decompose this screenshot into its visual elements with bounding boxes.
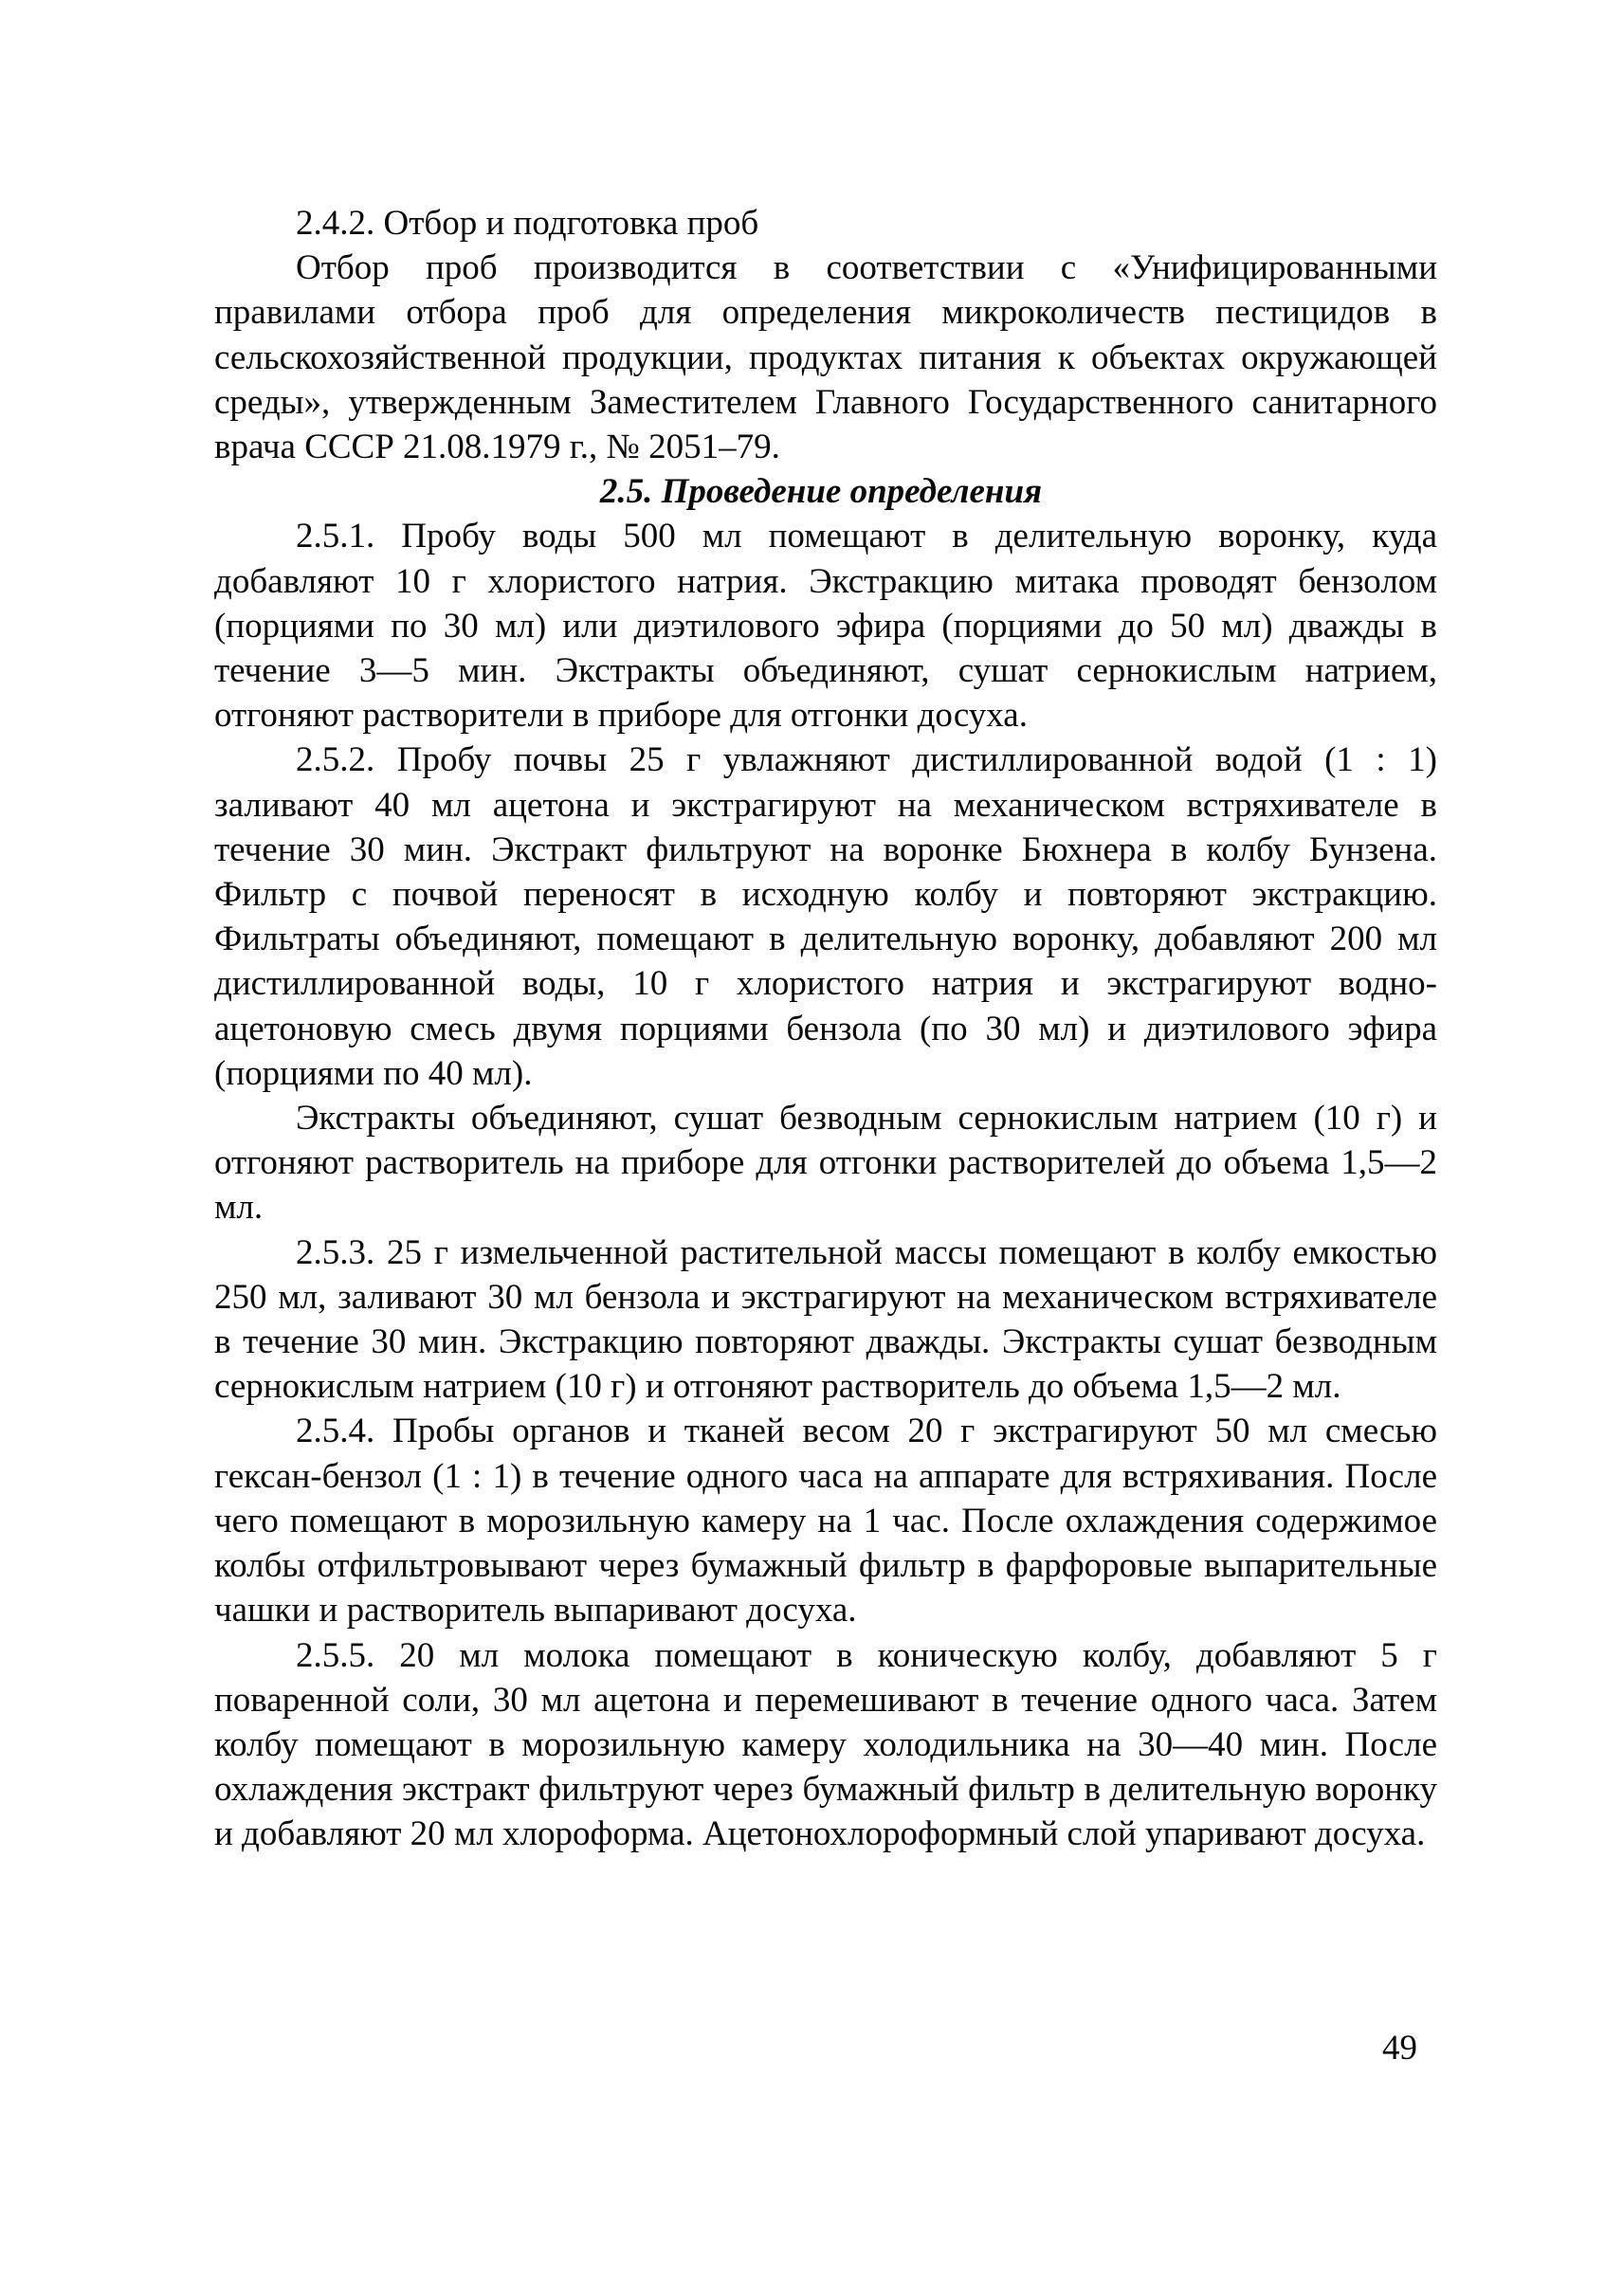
paragraph-2-5-4-tissues: 2.5.4. Пробы органов и тканей весом 20 г экстрагируют 50 мл смесью гексан-бензол (1 : 1) в течение одного часа на аппарате для встряхивания. После чего помещают в морозильную камеру на 1 час. После охлаждения содержимое колбы отфильтровывают через бумажный фильтр в фарфоровые выпарительные чашки и растворитель выпаривают досуха. — [214, 1412, 1437, 1631]
paragraph-2-5-5-milk: 2.5.5. 20 мл молока помещают в коническую колбу, добавляют 5 г поваренной соли, 30 мл ацетона и перемешивают в течение одного часа. Затем колбу помещают в морозильную камеру холодильника на 30—40 мин. После охлаждения экстракт фильтруют через бумажный фильтр в делительную воронку и добавляют 20 мл хлороформа. Ацетонохлороформный слой упаривают досуха. — [214, 1635, 1437, 1854]
subsection-title-2-4-2: 2.4.2. Отбор и подготовка проб — [296, 204, 759, 243]
paragraph-2-5-3-plants: 2.5.3. 25 г измельченной растительной массы помещают в колбу емкостью 250 мл, заливают 30 мл бензола и экстрагируют на механическом встряхивателе в течение 30 мин. Экстракцию повторяют дважды. Экстракты сушат безводным сернокислым натрием (10 г) и отгоняют растворитель до объема 1,5—2 мл. — [214, 1232, 1437, 1407]
page-number: 49 — [1382, 2029, 1417, 2068]
section-heading-2-5: 2.5. Проведение определения — [599, 472, 1043, 512]
document-page — [214, 201, 1437, 1857]
paragraph-2-5-2-soil: 2.5.2. Пробу почвы 25 г увлажняют дистиллированной водой (1 : 1) заливают 40 мл ацетона и экстрагируют на механическом встряхивателе в течение 30 мин. Экстракт фильтруют на воронке Бюхнера в колбу Бунзена. Фильтр с почвой переносят в исходную колбу и повторяют экстракцию. Фильтраты объединяют, помещают в делительную воронку, добавляют 200 мл дистиллированной воды, 10 г хлористого натрия и экстрагируют водно-ацетоновую смесь двумя порциями бензола (по 30 мл) и диэтилового эфира (порциями по 40 мл). — [214, 740, 1437, 1093]
paragraph-2-5-2-continuation: Экстракты объединяют, сушат безводным сернокислым натрием (10 г) и отгоняют растворитель на приборе для отгонки растворителей до объема 1,5—2 мл. — [214, 1099, 1437, 1228]
paragraph-sampling-rules: Отбор проб производится в соответствии с «Унифицированными правилами отбора проб для определения микроколичеств пестицидов в сельскохозяйственной продукции, продуктах питания к объектах окружающей среды», утвержденным Заместителем Главного Государственного санитарного врача СССР 21.08.1979 г., № 2051–79. — [214, 248, 1437, 467]
paragraph-2-5-1-water: 2.5.1. Пробу воды 500 мл помещают в делительную воронку, куда добавляют 10 г хлористого натрия. Экстракцию митака проводят бензолом (порциями по 30 мл) или диэтилового эфира (порциями до 50 мл) дважды в течение 3—5 мин. Экстракты объединяют, сушат сернокислым натрием, отгоняют растворители в приборе для отгонки досуха. — [214, 517, 1437, 736]
